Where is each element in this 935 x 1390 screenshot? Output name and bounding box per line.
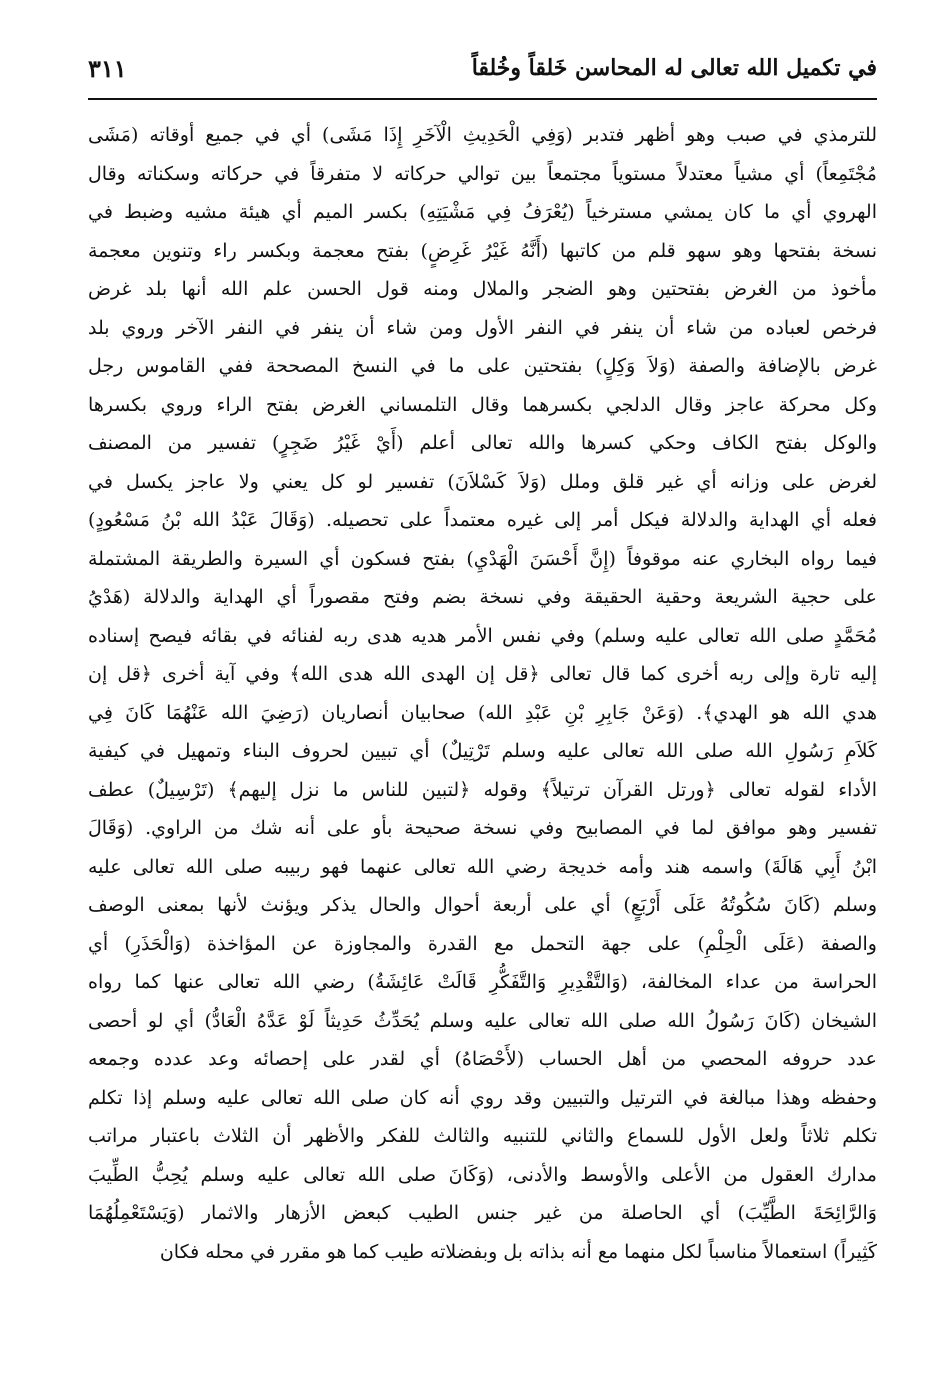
page-number: ٣١١ [88,53,127,83]
page-header [88,42,877,94]
text-line: ابْنُ أَبِي هَالَةَ) واسمه هند وأمه خديجة رضي الله تعالى عنهما فهو ربيبه صلى الله تعالى عليه [88,855,877,878]
text-line: على حجية الشريعة وحقية الحقيقة وفي نسخة بضم وفتح مقصوراً أي الهداية والدلالة (هَدْيُ [88,586,877,608]
text-line: الشيخان (كَانَ رَسُولُ الله صلى الله تعالى عليه وسلم يُحَدِّثُ حَدِيثاً لَوْ عَدَّهُ الْعَادُّ) أي لو أحصى [88,1009,877,1032]
text-line: فعله أي الهداية والدلالة فيكل أمر إلى غيره معتمداً على تحصيله. (وَقَالَ عَبْدُ الله بْنُ مَسْعُودٍ) [88,509,877,531]
text-line: للترمذي في صبب وهو أظهر فتدبر (وَفِي الْحَدِيثِ الْآخَرِ إِذَا مَشَى) أي في جميع أوقاته (مَشَى [88,124,877,146]
text-line: الهروي أي ما كان يمشي مسترخياً (يُعْرَفُ فِي مَشْيَتِهِ) بكسر الميم أي هيئة مشيه وضبط في [88,201,877,223]
text-line: إليه تارة وإلى ربه أخرى كما قال تعالى ﴿قل إن الهدى الله هدى الله﴾ وفي آية أخرى ﴿قل إن [88,663,877,685]
text-line: وسلم (كَانَ سُكُوتُهُ عَلَى أَرْبَعٍ) أي على أربعة أحوال والحال يذكر ويؤنث لأنها بمعنى الوصف [88,894,877,916]
text-line: وَالرَّائِحَةَ الطَّيِّبَ) أي الحاصلة من غير جنس الطيب كبعض الأزهار والاثمار (وَيَسْتَعْمِلُهُمَا [88,1202,877,1224]
text-line: هدي الله هو الهدي﴾. (وَعَنْ جَابِرِ بْنِ عَبْدِ الله) صحابيان أنصاريان (رَضِيَ الله عَنْهُمَا كَانَ فِي [88,701,877,724]
text-line: مدارك العقول من الأعلى والأوسط والأدنى، (وَكَانَ صلى الله تعالى عليه وسلم يُحِبُّ الطِّيبَ [88,1163,877,1186]
text-line: تكلم ثلاثاً ولعل الأول للسماع والثاني للتنبيه والثالث للفكر والأظهر أن الثلاث باعتبار مراتب [88,1125,877,1147]
text-line: مُحَمَّدٍ صلى الله تعالى عليه وسلم) وفي نفس الأمر هديه هدى ربه لفنائه في بقائه فيصح إسناده [88,624,877,647]
body-text [88,116,877,1376]
text-line: الحراسة من عداء المخالفة، (وَالتَّقْدِيرِ وَالتَّفَكُّرِ قَالَتْ عَائِشَةُ) رضي الله تعالى عنها كما رواه [88,971,877,993]
text-line: نسخة بفتحها وهو سهو قلم من كاتبها (أَنَّهُ غَيْرُ غَرِضٍ) بفتح معجمة وبكسر راء وتنوين معجمة [88,239,877,262]
text-line: وحفظه وهذا مبالغة في الترتيل والتبيين وقد روي أنه كان صلى الله تعالى عليه وسلم إذا تكلم [88,1086,877,1109]
text-line: لغرض على وزانه أي غير قلق وملل (وَلاَ كَسْلاَنَ) تفسير لو كل يعني ولا عاجز يكسل في [88,470,877,493]
text-line: مُجْتَمِعاً) أي مشياً معتدلاً مستوياً مجتمعاً بين توالي حركاته لا متفرقاً في حركاته وسكناته وقال [88,162,877,185]
text-line: كَثِيراً) استعمالاً مناسباً لكل منهما مع أنه بذاته بل وبفضلاته طيب كما هو مقرر في محله فكان [159,1240,877,1263]
text-line: والصفة (عَلَى الْحِلْمِ) على جهة التحمل مع القدرة والمجاوزة عن المؤاخذة (وَالْحَذَرِ) أي [88,932,877,955]
text-line: وكل محركة عاجز وقال الدلجي بكسرهما وقال التلمساني الغرض بفتح الراء وروي بكسرها [88,393,877,416]
text-line: الأداء لقوله تعالى ﴿ورتل القرآن ترتيلاً﴾ وقوله ﴿لتبين للناس ما نزل إليهم﴾ (تَرْسِيلٌ) عطف [88,778,877,801]
text-line: غرض بالإضافة والصفة (وَلاَ وَكِلٍ) بفتحتين على ما في النسخ المصححة ففي القاموس رجل [88,355,877,377]
text-line: والوكل بفتح الكاف وحكي كسرها والله تعالى أعلم (أَيْ غَيْرُ ضَجِرٍ) تفسير من المصنف [88,432,877,454]
text-line: مأخوذ من الغرض بفتحتين وهو الضجر والملال ومنه قول الحسن علم الله أنها بلد غرض [88,278,877,300]
running-title: في تكميل الله تعالى له المحاسن خَلقاً وخُلقاً [471,55,877,81]
text-line: كَلاَمِ رَسُولِ الله صلى الله تعالى عليه وسلم تَرْتِيلٌ) أي تبيين لحروف البناء وتمهيل في كيفية [88,740,877,762]
text-line: فيما رواه البخاري عنه موقوفاً (إِنَّ أَحْسَنَ الْهَدْيِ) بفتح فسكون أي السيرة والطريقة المشتملة [88,547,877,570]
header-rule [88,98,877,100]
text-line: فرخص لعباده من شاء أن ينفر في النفر الأول ومن شاء أن ينفر في النفر الآخر وروي بلد [88,316,877,339]
text-line: تفسير وهو موافق لما في المصابيح وفي نسخة صحيحة بأو على أنه شك من الراوي. (وَقَالَ [88,817,877,839]
text-line: عدد حروفه المحصي من أهل الحساب (لأَحْصَاهُ) أي لقدر على إحصائه وعد عدده وجمعه [88,1048,877,1070]
